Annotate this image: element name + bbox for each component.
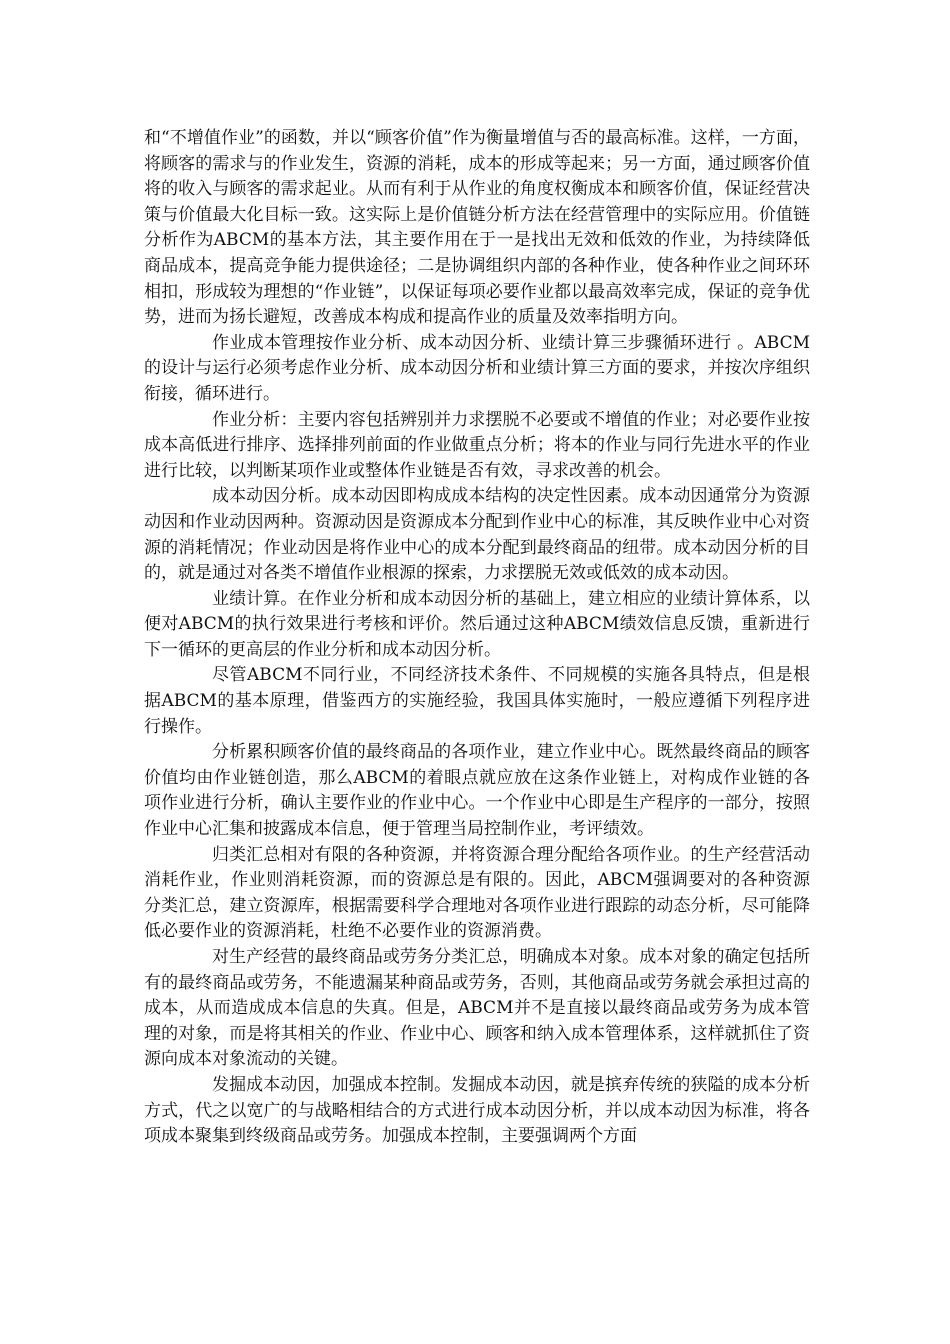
document-body: [144, 126, 810, 1150]
paragraph-allocate-resources: 归类汇总相对有限的各种资源，并将资源合理分配给各项作业。的生产经营活动消耗作业，作业则消耗资源，而的资源总是有限的。因此，ABCM强调要对的各种资源分类汇总，建立资源库，根据需要科学合理地对各项作业进行跟踪的动态分析，尽可能降低必要作业的资源消耗，杜绝不必要作业的资源消费。: [144, 844, 810, 942]
paragraph-establish-activity-centers: 分析累积顾客价值的最终商品的各项作业，建立作业中心。既然最终商品的顾客价值均由作业链创造，那么ABCM的着眼点就应放在这条作业链上，对构成作业链的各项作业进行分析，确认主要作业的作业中心。一个作业中心即是生产程序的一部分，按照作业中心汇集和披露成本信息，便于管理当局控制作业，考评绩效。: [144, 742, 810, 840]
paragraph-implementation-procedure: 尽管ABCM不同行业，不同经济技术条件、不同规模的实施各具特点，但是根据ABCM的基本原理，借鉴西方的实施经验，我国具体实施时，一般应遵循下列程序进行操作。: [144, 665, 810, 737]
paragraph-value-chain-continuation: 和“不增值作业”的函数，并以“顾客价值”作为衡量增值与否的最高标准。这样，一方面，将顾客的需求与的作业发生，资源的消耗，成本的形成等起来；另一方面，通过顾客价值将的收入与顾客的需求起业。从而有利于从作业的角度权衡成本和顾客价值，保证经营决策与价值最大化目标一致。这实际上是价值链分析方法在经营管理中的实际应用。价值链分析作为ABCM的基本方法，其主要作用在于一是找出无效和低效的作业，为持续降低商品成本，提高竞争能力提供途径；二是协调组织内部的各种作业，使各种作业之间环环相扣，形成较为理想的“作业链”，以保证每项必要作业都以最高效率完成，保证的竞争优势，进而为扬长避短，改善成本构成和提高作业的质量及效率指明方向。: [144, 128, 810, 328]
paragraph-abcm-three-steps: 作业成本管理按作业分析、成本动因分析、业绩计算三步骤循环进行 。ABCM的设计与运行必须考虑作业分析、成本动因分析和业绩计算三方面的要求，并按次序组织衔接，循环进行。: [144, 332, 810, 404]
paragraph-activity-analysis: 作业分析：主要内容包括辨别并力求摆脱不必要或不增值的作业；对必要作业按成本高低进行排序、选择排列前面的作业做重点分析；将本的作业与同行先进水平的作业进行比较，以判断某项作业或整体作业链是否有效，寻求改善的机会。: [144, 409, 810, 481]
paragraph-cost-objects: 对生产经营的最终商品或劳务分类汇总，明确成本对象。成本对象的确定包括所有的最终商品或劳务，不能遗漏某种商品或劳务，否则，其他商品或劳务就会承担过高的成本，从而造成成本信息的失真。但是，ABCM并不是直接以最终商品或劳务为成本管理的对象，而是将其相关的作业、作业中心、顾客和纳入成本管理体系，这样就抓住了资源向成本对象流动的关键。: [144, 947, 810, 1070]
paragraph-performance-calculation: 业绩计算。在作业分析和成本动因分析的基础上，建立相应的业绩计算体系，以便对ABCM的执行效果进行考核和评价。然后通过这种ABCM绩效信息反馈，重新进行下一循环的更高层的作业分析和成本动因分析。: [144, 588, 810, 660]
paragraph-cost-control: 发掘成本动因，加强成本控制。发掘成本动因，就是摈弃传统的狭隘的成本分析方式，代之以宽广的与战略相结合的方式进行成本动因分析，并以成本动因为标准，将各项成本聚集到终级商品或劳务。加强成本控制，主要强调两个方面: [144, 1074, 810, 1147]
paragraph-cost-driver-analysis: 成本动因分析。成本动因即构成成本结构的决定性因素。成本动因通常分为资源动因和作业动因两种。资源动因是资源成本分配到作业中心的标准，其反映作业中心对资源的消耗情况；作业动因是将作业中心的成本分配到最终商品的纽带。成本动因分析的目的，就是通过对各类不增值作业根源的探索，力求摆脱无效或低效的成本动因。: [144, 486, 810, 584]
